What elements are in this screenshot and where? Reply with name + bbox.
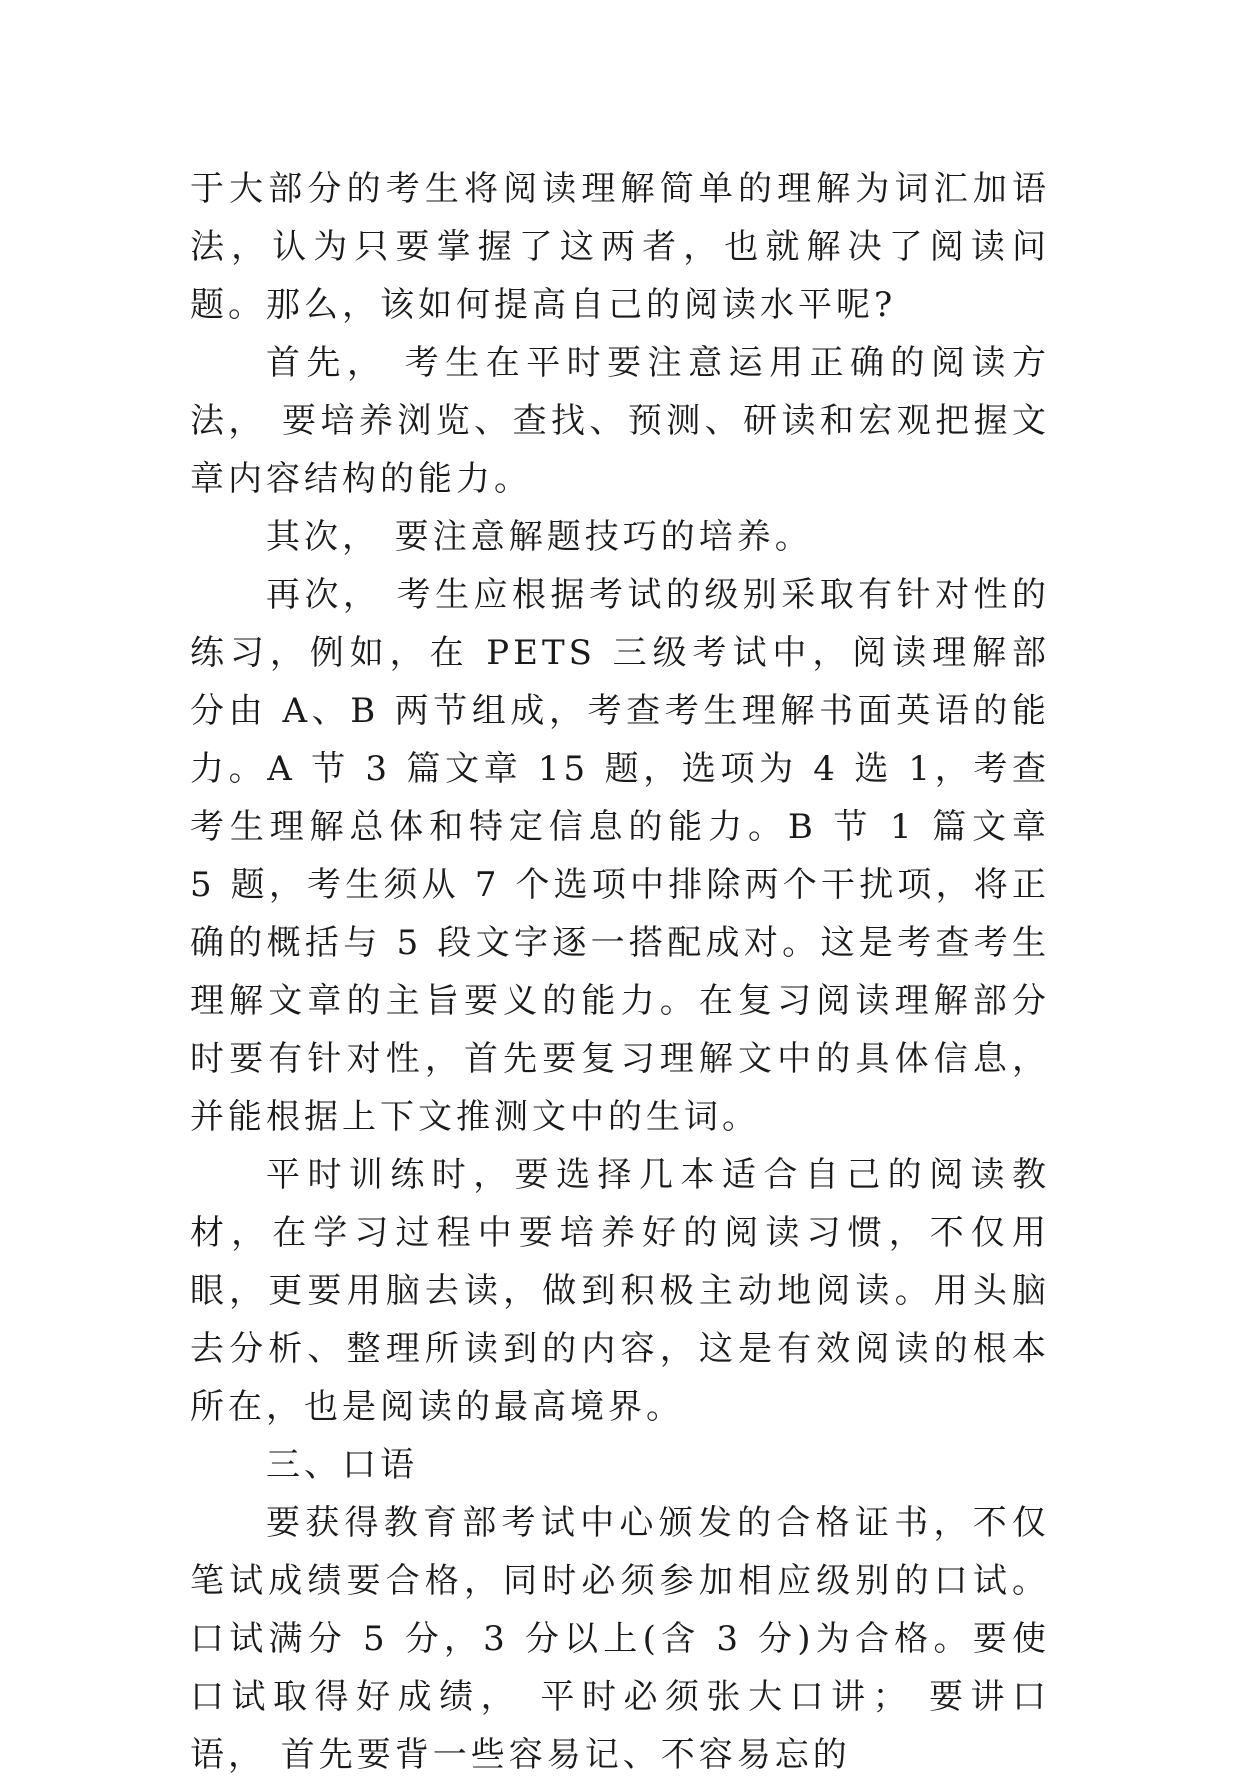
- paragraph-second-technique: 其次， 要注意解题技巧的培养。: [266, 517, 813, 557]
- paragraph-oral-exam: 要获得教育部考试中心颁发的合格证书，不仅笔试成绩要合格，同时必须参加相应级别的口试。口试满分 5 分，3 分以上(含 3 分)为合格。要使口试取得好成绩， 平时必须张大口讲； 要讲口语， 首先要背一些容易记、不容易忘的: [190, 1503, 1050, 1775]
- paragraph-third-practice: 再次， 考生应根据考试的级别采取有针对性的练习，例如，在 PETS 三级考试中，阅读理解部分由 A、B 两节组成，考查考生理解书面英语的能力。A 节 3 篇文章 15 题，选项为 4 选 1，考查考生理解总体和特定信息的能力。B 节 1 篇文章 5 题，考生须从 7 个选项中排除两个干扰项，将正确的概括与 5 段文字逐一搭配成对。这是考查考生理解文章的主旨要义的能力。在复习阅读理解部分时要有针对性，首先要复习理解文中的具体信息，并能根据上下文推测文中的生词。: [190, 575, 1050, 1137]
- paragraph-daily-training: 平时训练时，要选择几本适合自己的阅读教材，在学习过程中要培养好的阅读习惯，不仅用眼，更要用脑去读，做到积极主动地阅读。用头脑去分析、整理所读到的内容，这是有效阅读的根本所在，也是阅读的最高境界。: [190, 1155, 1050, 1427]
- section-heading-oral: 三、口语: [266, 1445, 418, 1485]
- paragraph-reading-intro: 于大部分的考生将阅读理解简单的理解为词汇加语法，认为只要掌握了这两者，也就解决了阅读问题。那么，该如何提高自己的阅读水平呢?: [190, 169, 1050, 325]
- document-body: [190, 160, 1050, 1784]
- paragraph-first-method: 首先， 考生在平时要注意运用正确的阅读方法， 要培养浏览、查找、预测、研读和宏观把握文章内容结构的能力。: [190, 343, 1050, 499]
